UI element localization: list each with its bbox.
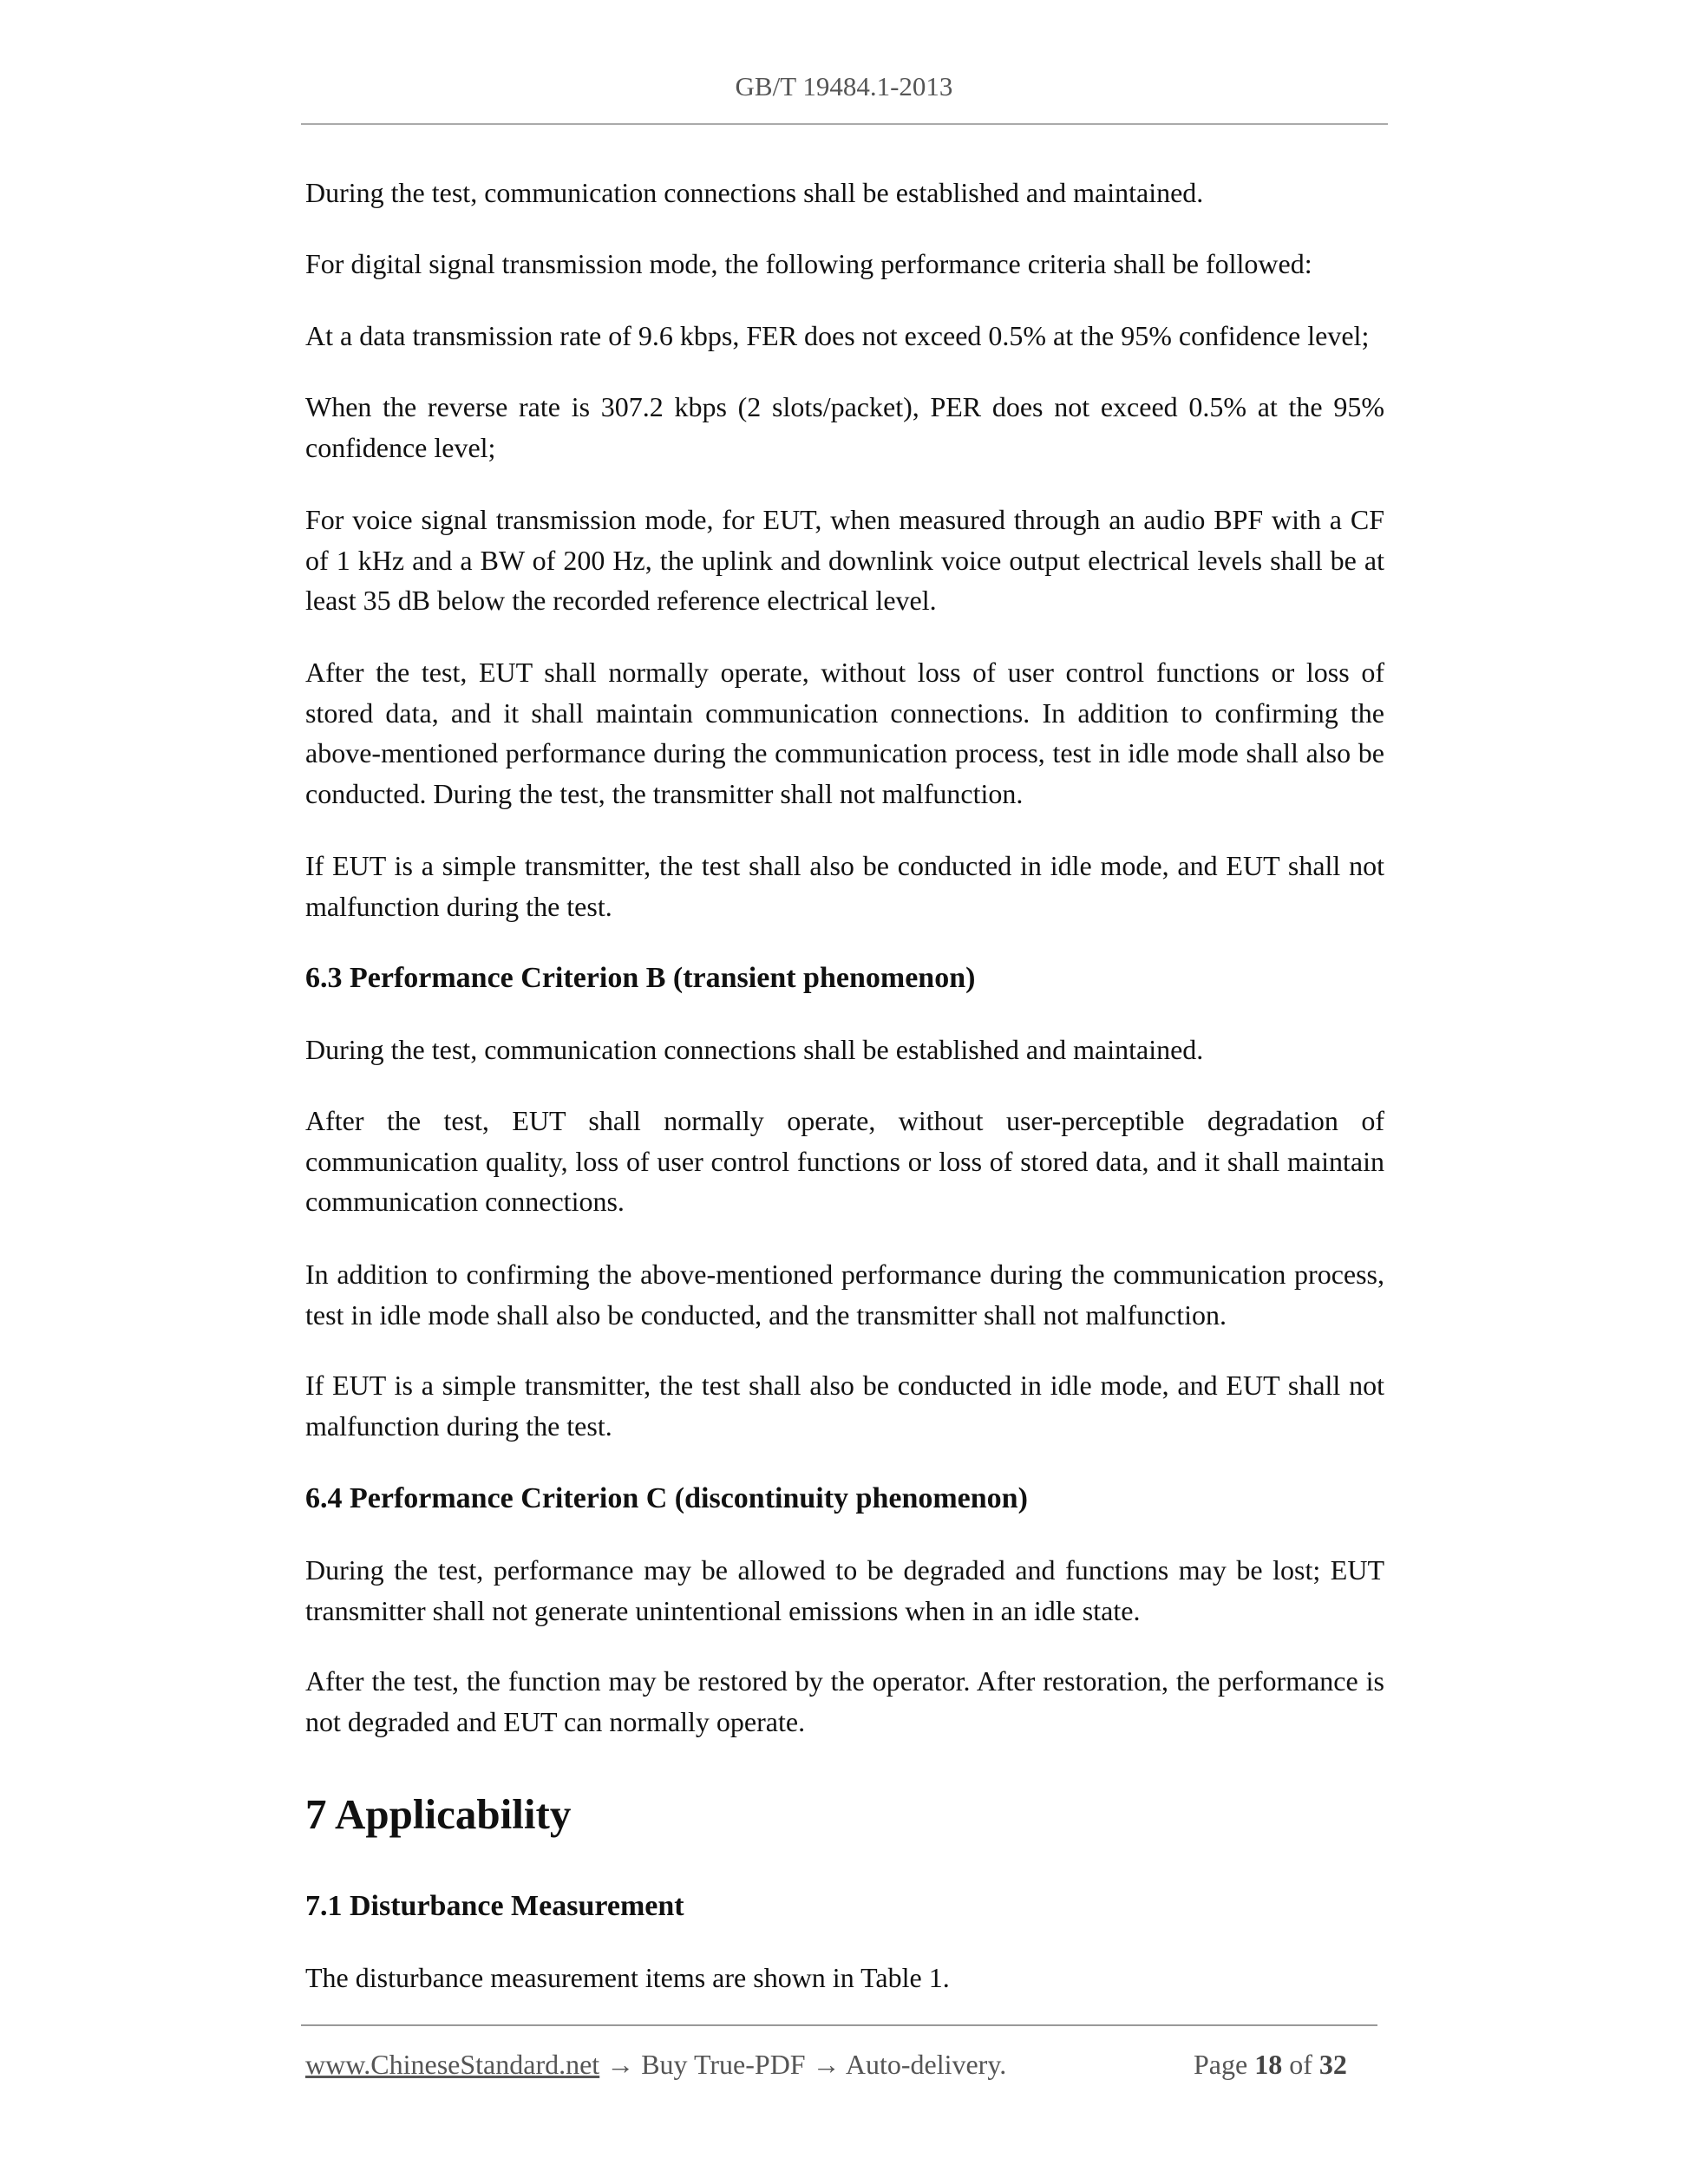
of-label: of	[1289, 2049, 1312, 2080]
arrow-right-icon: →	[606, 2049, 635, 2080]
header-divider	[301, 123, 1388, 125]
paragraph: During the test, communication connections shall be established and maintained.	[305, 177, 1204, 208]
paragraph: During the test, performance may be allowed to be degraded and functions may be lost; EUT transmitter shall not generate unintentional emissions when in an idle state.	[305, 1554, 1384, 1626]
paragraph: If EUT is a simple transmitter, the test shall also be conducted in idle mode, and EUT shall not malfunction during the test.	[305, 1370, 1384, 1442]
paragraph: After the test, EUT shall normally operate, without user-perceptible degradation of communication quality, loss of user control functions or loss of stored data, and it shall maintain communication connections.	[305, 1105, 1384, 1217]
page-total: 32	[1318, 2049, 1347, 2080]
delivery-text: Auto-delivery.	[845, 2049, 1007, 2080]
buy-pdf-text: Buy True-PDF	[641, 2049, 806, 2080]
running-header: GB/T 19484.1-2013	[735, 71, 953, 101]
paragraph: When the reverse rate is 307.2 kbps (2 slots/packet), PER does not exceed 0.5% at the 95% confidence level;	[305, 391, 1384, 463]
paragraph: The disturbance measurement items are shown in Table 1.	[305, 1962, 950, 1993]
footer-promo	[305, 2045, 1006, 2083]
paragraph: After the test, EUT shall normally operate, without loss of user control functions or loss of stored data, and it shall maintain communication connections. In addition to confirming the above-mentioned performance during the communication process, test in idle mode shall also be conducted. During the test, the transmitter shall not malfunction.	[305, 657, 1384, 809]
page-number: 18	[1254, 2049, 1283, 2080]
section-heading-6-3: 6.3 Performance Criterion B (transient phenomenon)	[305, 962, 976, 994]
page-label: Page	[1194, 2049, 1248, 2080]
chapter-heading-7: 7 Applicability	[305, 1790, 572, 1838]
paragraph: During the test, communication connections shall be established and maintained.	[305, 1034, 1204, 1065]
paragraph: After the test, the function may be restored by the operator. After restoration, the performance is not degraded and EUT can normally operate.	[305, 1665, 1384, 1737]
section-heading-7-1: 7.1 Disturbance Measurement	[305, 1890, 684, 1922]
paragraph: For digital signal transmission mode, the following performance criteria shall be followed:	[305, 248, 1312, 279]
section-heading-6-4: 6.4 Performance Criterion C (discontinuity phenomenon)	[305, 1482, 1028, 1514]
arrow-right-icon: →	[812, 2049, 841, 2080]
paragraph: If EUT is a simple transmitter, the test shall also be conducted in idle mode, and EUT shall not malfunction during the test.	[305, 850, 1384, 922]
page-indicator	[1194, 2045, 1347, 2083]
paragraph: In addition to confirming the above-mentioned performance during the communication process, test in idle mode shall also be conducted, and the transmitter shall not malfunction.	[305, 1259, 1384, 1331]
footer-divider	[301, 2024, 1377, 2026]
website-link[interactable]: www.ChineseStandard.net	[305, 2049, 600, 2080]
paragraph: For voice signal transmission mode, for EUT, when measured through an audio BPF with a CF of 1 kHz and a BW of 200 Hz, the uplink and downlink voice output electrical levels shall be at least 35 dB below the recorded reference electrical level.	[305, 504, 1384, 616]
paragraph: At a data transmission rate of 9.6 kbps, FER does not exceed 0.5% at the 95% confidence level;	[305, 320, 1370, 351]
